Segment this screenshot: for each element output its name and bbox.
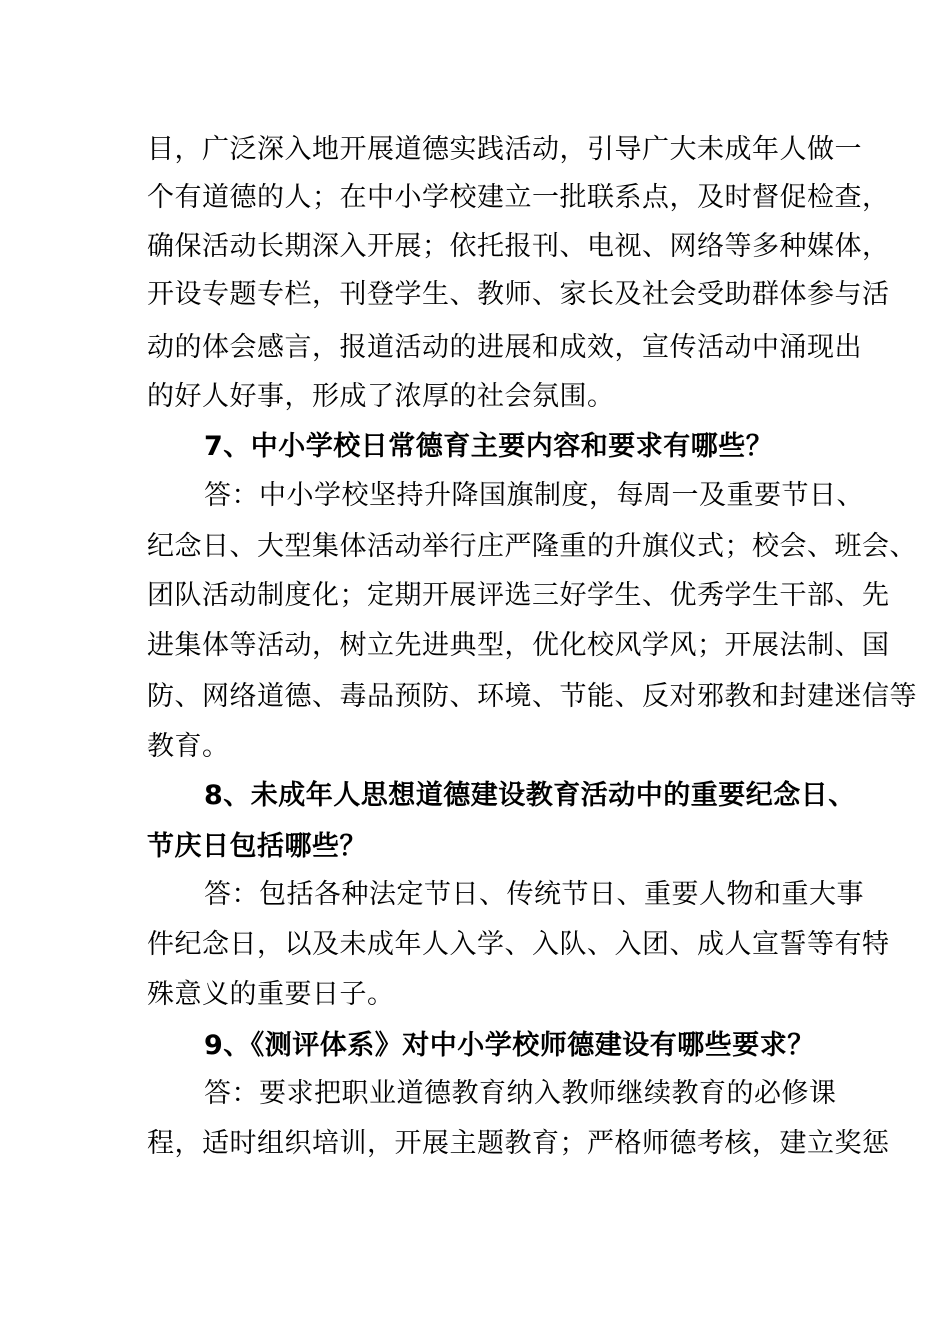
- answer-line: 答：要求把职业道德教育纳入教师继续教育的必修课: [204, 1078, 837, 1109]
- question-heading: 节庆日包括哪些？: [147, 831, 367, 862]
- paragraph-line: 个有道德的人；在中小学校建立一批联系点，及时督促检查，: [147, 182, 890, 213]
- answer-line: 程，适时组织培训，开展主题教育；严格师德考核，建立奖惩: [147, 1128, 890, 1159]
- paragraph-line: 的好人好事，形成了浓厚的社会氛围。: [147, 381, 615, 412]
- paragraph-line: 确保活动长期深入开展；依托报刊、电视、网络等多种媒体，: [147, 231, 890, 262]
- answer-line: 团队活动制度化；定期开展评选三好学生、优秀学生干部、先: [147, 580, 890, 611]
- paragraph-line: 开设专题专栏，刊登学生、教师、家长及社会受助群体参与活: [147, 279, 890, 310]
- answer-line: 教育。: [147, 731, 230, 762]
- answer-line: 答：中小学校坚持升降国旗制度，每周一及重要节日、: [204, 480, 864, 511]
- answer-line: 答：包括各种法定节日、传统节日、重要人物和重大事: [204, 879, 864, 910]
- answer-line: 防、网络道德、毒品预防、环境、节能、反对邪教和封建迷信等: [147, 681, 917, 712]
- question-heading: 7、中小学校日常德育主要内容和要求有哪些？: [204, 431, 774, 462]
- question-heading: 8、未成年人思想道德建设教育活动中的重要纪念日、: [204, 780, 856, 811]
- paragraph-line: 动的体会感言，报道活动的进展和成效，宣传活动中涌现出: [147, 332, 862, 363]
- answer-line: 纪念日、大型集体活动举行庄严隆重的升旗仪式；校会、班会、: [147, 531, 917, 562]
- answer-line: 件纪念日，以及未成年人入学、入队、入团、成人宣誓等有特: [147, 929, 890, 960]
- paragraph-line: 目，广泛深入地开展道德实践活动，引导广大未成年人做一: [147, 134, 862, 165]
- answer-line: 进集体等活动，树立先进典型，优化校风学风；开展法制、国: [147, 630, 890, 661]
- question-heading: 9、《测评体系》对中小学校师德建设有哪些要求？: [204, 1030, 815, 1061]
- answer-line: 殊意义的重要日子。: [147, 979, 395, 1010]
